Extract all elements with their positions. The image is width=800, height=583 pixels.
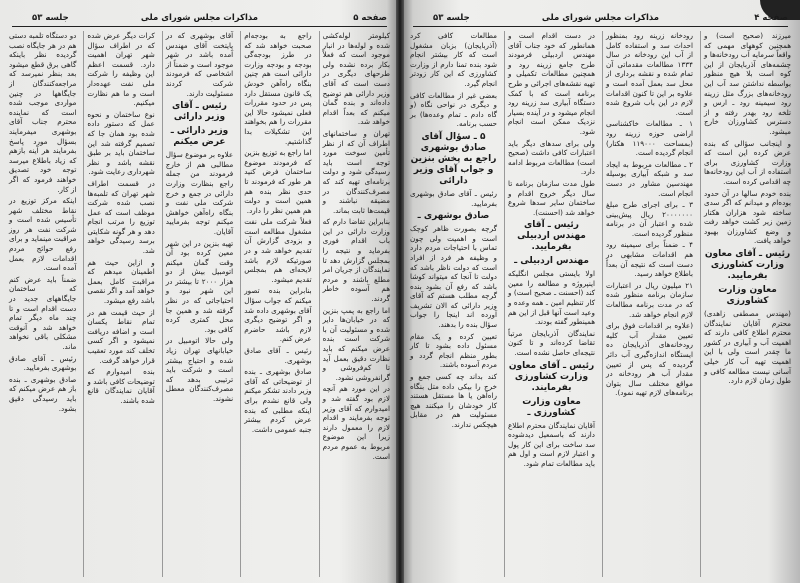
section-heading: وزیر دارائی ـ عرض میکنم xyxy=(170,126,229,148)
page-gutter xyxy=(396,0,404,583)
section-heading: مهندس اردبیلی ـ xyxy=(514,256,589,267)
section-heading: معاون وزارت کشاورزی xyxy=(718,285,777,307)
paragraph: (مهندس مصطفی زاهدی) محترم آقایان نمایندگان محترم اطلاع کافی دارند که اهمیت آب و آبیاری در کشور ما چقدر است ولی با این اهمیت تهیه آب کار خیلی آسانی نیست مطالعه کافی و طول زمان لازم دارد. xyxy=(704,309,791,386)
text-column xyxy=(504,31,598,577)
right-page-header xyxy=(413,12,788,27)
left-page-columns xyxy=(6,31,393,577)
paragraph: میرزند (صحیح است) و همچنین کوههای مهمی که واقعاً سرمایه آب رودخانه‌ها و چشمه‌های آذربایجان از این کوه است بلا هیچ منظور بواسطه نداشتن سد آب این رودخانه‌های بزرگ مثل زرینه رود سیمینه رود ـ ارس و تلخه رود بهدر رفته و از دسترس کشاورزان خارج میشود. xyxy=(704,31,791,136)
section-heading: رئیس ـ آقای معاون وزارت کشاورزی بفرمایید. xyxy=(704,249,791,282)
paragraph: رئیس ـ آقای صادق بوشهری بفرمایید. xyxy=(410,188,497,208)
paragraph: تهران و ساختمانهای اطراف آن که از نظر تأمین سوخت مورد توجه است باید رسیدگی شود و دولت برنامه‌ای تهیه کند که مصرف‌کنندگان در مضیقه نباشند و قیمت‌ها ثابت بماند. xyxy=(322,128,390,215)
paragraph: فعلاً شرکت ملی نفت مشغول مطالعه است و بزودی گزارش آن تقدیم خواهد شد و در صورتیکه لازم باشد لایحه‌ای هم بمجلس تقدیم میشود. xyxy=(244,217,312,284)
text-column xyxy=(602,31,696,577)
paragraph: نوع ساختمان و نحوه عمل که دستور داده شده بود همان جا که تصمیم گرفته شد این ساختمان باید بر طبق نقشه باشد و نظر شهرداری رعایت شود. xyxy=(87,109,155,177)
paragraph: ۱ ـ مطالعات خاکشناسی اراضی حوزه زرینه رود (بمساحت ۱۱۹۰۰۰ هکتار) انجام گردیده است. xyxy=(606,119,693,158)
paragraph: ۳ ـ برای اجرای طرح مبلغ ۲۰۰۰۰۰۰۰ ریال پیش‌بینی شده و اعتبار آن در برنامه منظور گردیده است. xyxy=(606,200,693,238)
paragraph: اینکه مرکز توزیع در نقاط مختلف شهر تأسیس شده است و شرکت نفت هر روز مراقبت مینماید و برای رفع حوائج مردم اقدامات لازم بعمل آمده است. xyxy=(8,196,77,273)
paragraph: بعضی غیر از مطالعات کافی و دیگری در نواحی نگاه (و گاه دادم ـ تمام وعده‌ها) بر حسب برنامه. xyxy=(410,90,497,129)
text-column xyxy=(319,31,393,577)
publication-title: مذاکرات مجلس شورای ملی xyxy=(541,13,660,23)
section-heading: رئیس ـ آقای مهندس اردبیلی بفرمایید. xyxy=(517,220,586,253)
paragraph: ولی برای سدهای دیگر باید اعتبارات کافی داشت (صحیح است) مطالعات مربوط ادامه دارد. xyxy=(508,138,595,177)
paragraph: طول مدت سازمان برنامه تا سال دیگر خروج اقدام و ساختمان سایر سدها شروع خواهد شد (احسنت). xyxy=(508,178,595,217)
paragraph: گرچه بصورت ظاهر کوچک است و اهمیت ولی چون تماس با احتیاجات مردم دارد و وظیفه هر فرد از افراد است که دولت ناظر باشد که دولت تا آنجا که میتواند کوشا باشد که رفع آن بشود بنده گرچه مطلب هستم که آقای وزیر دارائی که الان تشریف آورده اند اینجا را جواب سؤال بنده را بدهند. xyxy=(410,224,497,330)
paragraph: بنده امیدوارم که توضیحات کافی باشد و آقایان نمایندگان قانع شده باشند. xyxy=(87,367,155,405)
paragraph: اما راجع به توزیع بنزین که فرمودند موضوع ساختمان فرض کنید هر طور که فرمودند تا حدی نظر بنده هم همین است و دولت هم همین نظر را دارد. xyxy=(244,148,312,215)
text-column xyxy=(700,31,794,577)
paragraph: بنابراین بنده تصور میکنم که جواب سؤال آقای بوشهری داده شد و اگر توضیح دیگری لازم باشد حاضرم عرض کنم. xyxy=(244,286,312,344)
paragraph: رودخانه زرینه رود بمنظور احداث سد و استفاده کامل از آب این رودخانه در سال ۱۳۳۴ مطالعات مقدماتی آن تمام شده و نقشه برداری از محل سد بعمل آمده است و علاوه بر این تا کنون اقدامات لازم در این باب شروع شده است. xyxy=(606,31,693,117)
paragraph: کیلومتر لوله‌کشی شده و لوله‌ها در انبار موجود است که فعلاً بکار برده نشده ولی طرحهای دیگری در دست است که آقای وزیر دارائی هم توضیح داده‌اند و بنده گمان میکنم که بعداً اقدام خواهد شد. xyxy=(322,31,390,127)
session-number: جلسه ۵۳ xyxy=(433,13,470,23)
paragraph: ۲۱ میلیون ریال در اعتبارات سازمان برنامه منظور شده که در مدت برنامه مطالعات لازم انجام خواهد شد. xyxy=(606,280,693,319)
paragraph: از حیث قیمت هم در تمام نقاط یکسان است و اضافه دریافت نمیشود و اگر کسی تخلف کند مورد تعقیب قرار خواهد گرفت. xyxy=(87,307,155,365)
left-page-header xyxy=(12,12,387,27)
paragraph: ولی حالا اتومبیل در خیابانهای تهران زیاد شده و احتیاج بیشتر است و شرکت باید ترتیبی بدهد که مصرف‌کنندگان معطل نشوند. xyxy=(165,336,234,403)
paragraph: صادق بوشهری ـ بنده از توضیحاتی که آقای وزیر دادند تشکر میکنم ولی قانع نشدم برای اینکه مطلبی که بنده عرض کردم بیشتر جنبه عمومی داشت. xyxy=(244,367,312,434)
paragraph: اولا بایستی مجلس انگلیکه اینپروژه و مطالعه را معین کند (احسنت ـ صحیح است) و کار تنظیم امین ـ همه وعده و وعید است آنها قبل از این هم همینطور گفته بودند. xyxy=(508,269,595,327)
paragraph: مطالعات کافی کرد (آذربایجان) بزبان مشغول است که کار بیشتر انجام شود بنده تمنا دارم از وزارت کشاورزی که این کار زودتر انجام گیرد. xyxy=(410,31,497,88)
paragraph: در قسمت اطراف شهر تهران که تلمبه‌ها نصب شده شرکت موظف است که عمل توزیع را مرتب انجام دهد و هر گونه شکایتی برسد رسیدگی خواهد شد. xyxy=(87,178,155,256)
paragraph: تهیه بنزین در این شهر معین کرده بود آن وقت گمان میکنم اتومبیل بیش از دو هزار ۲۰۰۰ تا بیشتر در این شهر نبود و احتیاجاتی که در نظر گرفته شد و همین جا محل کمتری کرده کافی بود. xyxy=(165,238,234,334)
paragraph: رئیس ـ آقای صادق بوشهری بفرمایید. xyxy=(8,353,77,373)
paragraph: بنابراین تقاضا دارم که وزارت دارائی در این باب اقدام فوری بفرماید و نتیجه را بمجلس گزارش دهد تا نمایندگان از جریان امر مطلع باشند و مردم هم آسوده خاطر گردند. xyxy=(322,217,390,304)
section-heading: صادق بوشهری ـ xyxy=(417,211,490,222)
paragraph: در این مورد هم آنچه لازم بود گفته شد و امیدوارم که آقای وزیر توجه بفرمایند و اقدام لازم را معمول دارند زیرا این موضوع مربوط به عموم مردم است. xyxy=(322,384,390,461)
paragraph: راجع به بودجه‌ام صحبت خواهد شد که در طرز بودجه‌گی بودجه و بودجه وزارت دارائی است هم چنین بنگاه راه‌آهن خودش یک قانون مستقل دارد پس در حدود مقررات فعلی نمیشود حالا این مقررات را هم بخواهند این تشکیلات بدا گذاشتیم. xyxy=(244,31,312,146)
paragraph: بنده خودم سالها در آن حدود بوده‌ام و میدانم که اگر سدی ساخته شود هزاران هکتار زمین زیر کشت خواهد رفت و وضع کشاورزان بهبود خواهد یافت. xyxy=(704,188,791,246)
paragraph: کرات دیگر عرض شده که در اطراف سؤال شهر تهران اهمیت دارد. قسمت اعظم این وظیفه را شرکت ملی نفت عهده‌دار است و ما هم نظارت میکنیم. xyxy=(87,31,155,108)
section-heading: رئیس ـ آقای معاون وزارت کشاورزی بفرمایند. xyxy=(508,360,595,393)
section-heading: ۵ ـ سؤال آقای صادق بوشهری راجع به پخش بنزین و جواب آقای وزیر دارائی xyxy=(410,131,497,186)
section-heading: رئیس ـ آقای وزیر دارائی xyxy=(172,101,227,123)
paragraph: ۴ ـ ضمناً برای سیمینه رود هم اقدامات مشابهی در دست است که نتیجه آن بعداً باطلاع خواهد رسید. xyxy=(606,240,693,279)
paragraph: رئیس ـ آقای صادق بوشهری. xyxy=(244,346,312,365)
paragraph: و اینجانب سؤالی که بنده عرض کرده این است که وزارت کشاورزی برای استفاده از آب این رودخانه‌ها چه اقدامی کرده است. xyxy=(704,138,791,186)
section-heading: معاون وزارت کشاورزی ـ xyxy=(522,396,581,418)
paragraph: دو دستگاه تلمبه دستی هم در هر جایگاه نصب گردیده نظر باینکه گاهی برق قطع میشود بعد بنظر نمیرسد که مراجعه‌کنندگان از جایگاهها در چنین مواردی موجب شده است که نماینده محترم جناب آقای بوشهری میفرمایند بسؤال مورد پاسخ بفرمایند هر آینه بازهم که زیاد باطلاع میرسد توجه خود تصدیق خواهند فرمود که اگر از کار. xyxy=(8,31,77,194)
text-column xyxy=(407,31,500,577)
session-number: جلسه ۵۳ xyxy=(32,13,69,23)
paragraph: (علاوه بر اقدامات فوق برای تعیین مقدار آب کلیه رودخانه‌های آذربایجان ده ایستگاه اندازه‌گیری آب دائر گردیده که پس از تعیین مقدار آب هر رودخانه در مواقع مختلف سال بتوان برنامه‌های لازم تهیه نمود). xyxy=(606,321,693,398)
text-column xyxy=(240,31,314,577)
paragraph: تعیین کرده و یک مقام مسئول داده بشود تا کار بطور منظم انجام گردد و مردم آسوده باشند. xyxy=(410,331,497,370)
paragraph: نمایندگان آذربایجان مرتباً تقاضا کرده‌اند و تا کنون نتیجه‌ای حاصل نشده است. xyxy=(508,328,595,358)
paragraph: ۲ ـ مطالعات مربوط به ایجاد سد و شبکه آبیاری بوسیله مهندسین مشاور در دست انجام است. xyxy=(606,159,693,198)
right-page xyxy=(401,0,800,583)
text-column xyxy=(162,31,236,577)
page-number: صفحه ۵ xyxy=(353,13,387,23)
paragraph: اما راجع به پمپ بنزین که در خیابان‌ها دایر شده و مسئولیت آن با شرکت است بنده عرض میکنم که باید نظارت دقیق بعمل آید تا کم‌فروشی و گرانفروشی نشود. xyxy=(322,305,390,382)
paragraph: ضمناً باید عرض کنم که ساختمان جایگاههای جدید در دست اقدام است و تا چند ماه دیگر تمام خواهد شد و آنوقت مشکلی باقی نخواهد ماند. xyxy=(8,274,77,351)
paragraph: کند بداند چه کسی جمع و خرج را بیکی داده متل بنگاه راه‌آهن یا ها مستقل هستند کار خودشان را میکنند هیچ مسئولیت هم در مقابل هیچکس ندارند. xyxy=(410,372,497,429)
paragraph: علاوه بر موضوع سؤال مطالبی هم از خارج فرمودند من جمله راجع بنظارت وزارت دارائی در جمع و خرج شرکت ملی نفت و بنگاه راه‌آهن خواهش میکنم توجه بفرمایید آقایان. xyxy=(165,150,234,236)
right-page-columns xyxy=(407,31,794,577)
left-page xyxy=(0,0,399,583)
paragraph: در دست اقدام است و همانطور که خود جناب آقای مهندس اردبیلی فرمودند طرح جامع زرینه رود و همچنین مطالعات تکمیلی و تهیه نقشه‌های اجرائی و طرح برنامه است که با کمک دستگاه آبیاری سد زرینه رود انجام میشود و در آینده بسیار نزدیک ممکن است انجام شود. xyxy=(508,31,595,136)
paragraph: آقای بوشهری که در پایتخت آقای مهندس آمده باشد در شهر موجود است و ضمناً از اشخاصی که فرمودند شرکت کردند مسئولیت دارند. xyxy=(165,31,234,98)
text-column xyxy=(83,31,157,577)
paragraph: و ازاین حیث هم اطمینان میدهم که مراقبت کامل بعمل خواهد آمد و اگر نقصی باشد رفع میشود. xyxy=(87,257,155,306)
page-number: صفحه ۴ xyxy=(754,13,788,23)
paragraph: آقایان نمایندگان محترم اطلاع دارند که باسمعیل دیدشوده سد ساخت برای این کار پول و اعتبار لازم است و اول هم باید مطالعات تمام شود. xyxy=(508,420,595,468)
text-column xyxy=(6,31,79,577)
paragraph: صادق بوشهری ـ بنده باز هم عرض میکنم که باید رسیدگی دقیق بشود. xyxy=(8,374,77,413)
publication-title: مذاکرات مجلس شورای ملی xyxy=(140,13,259,23)
